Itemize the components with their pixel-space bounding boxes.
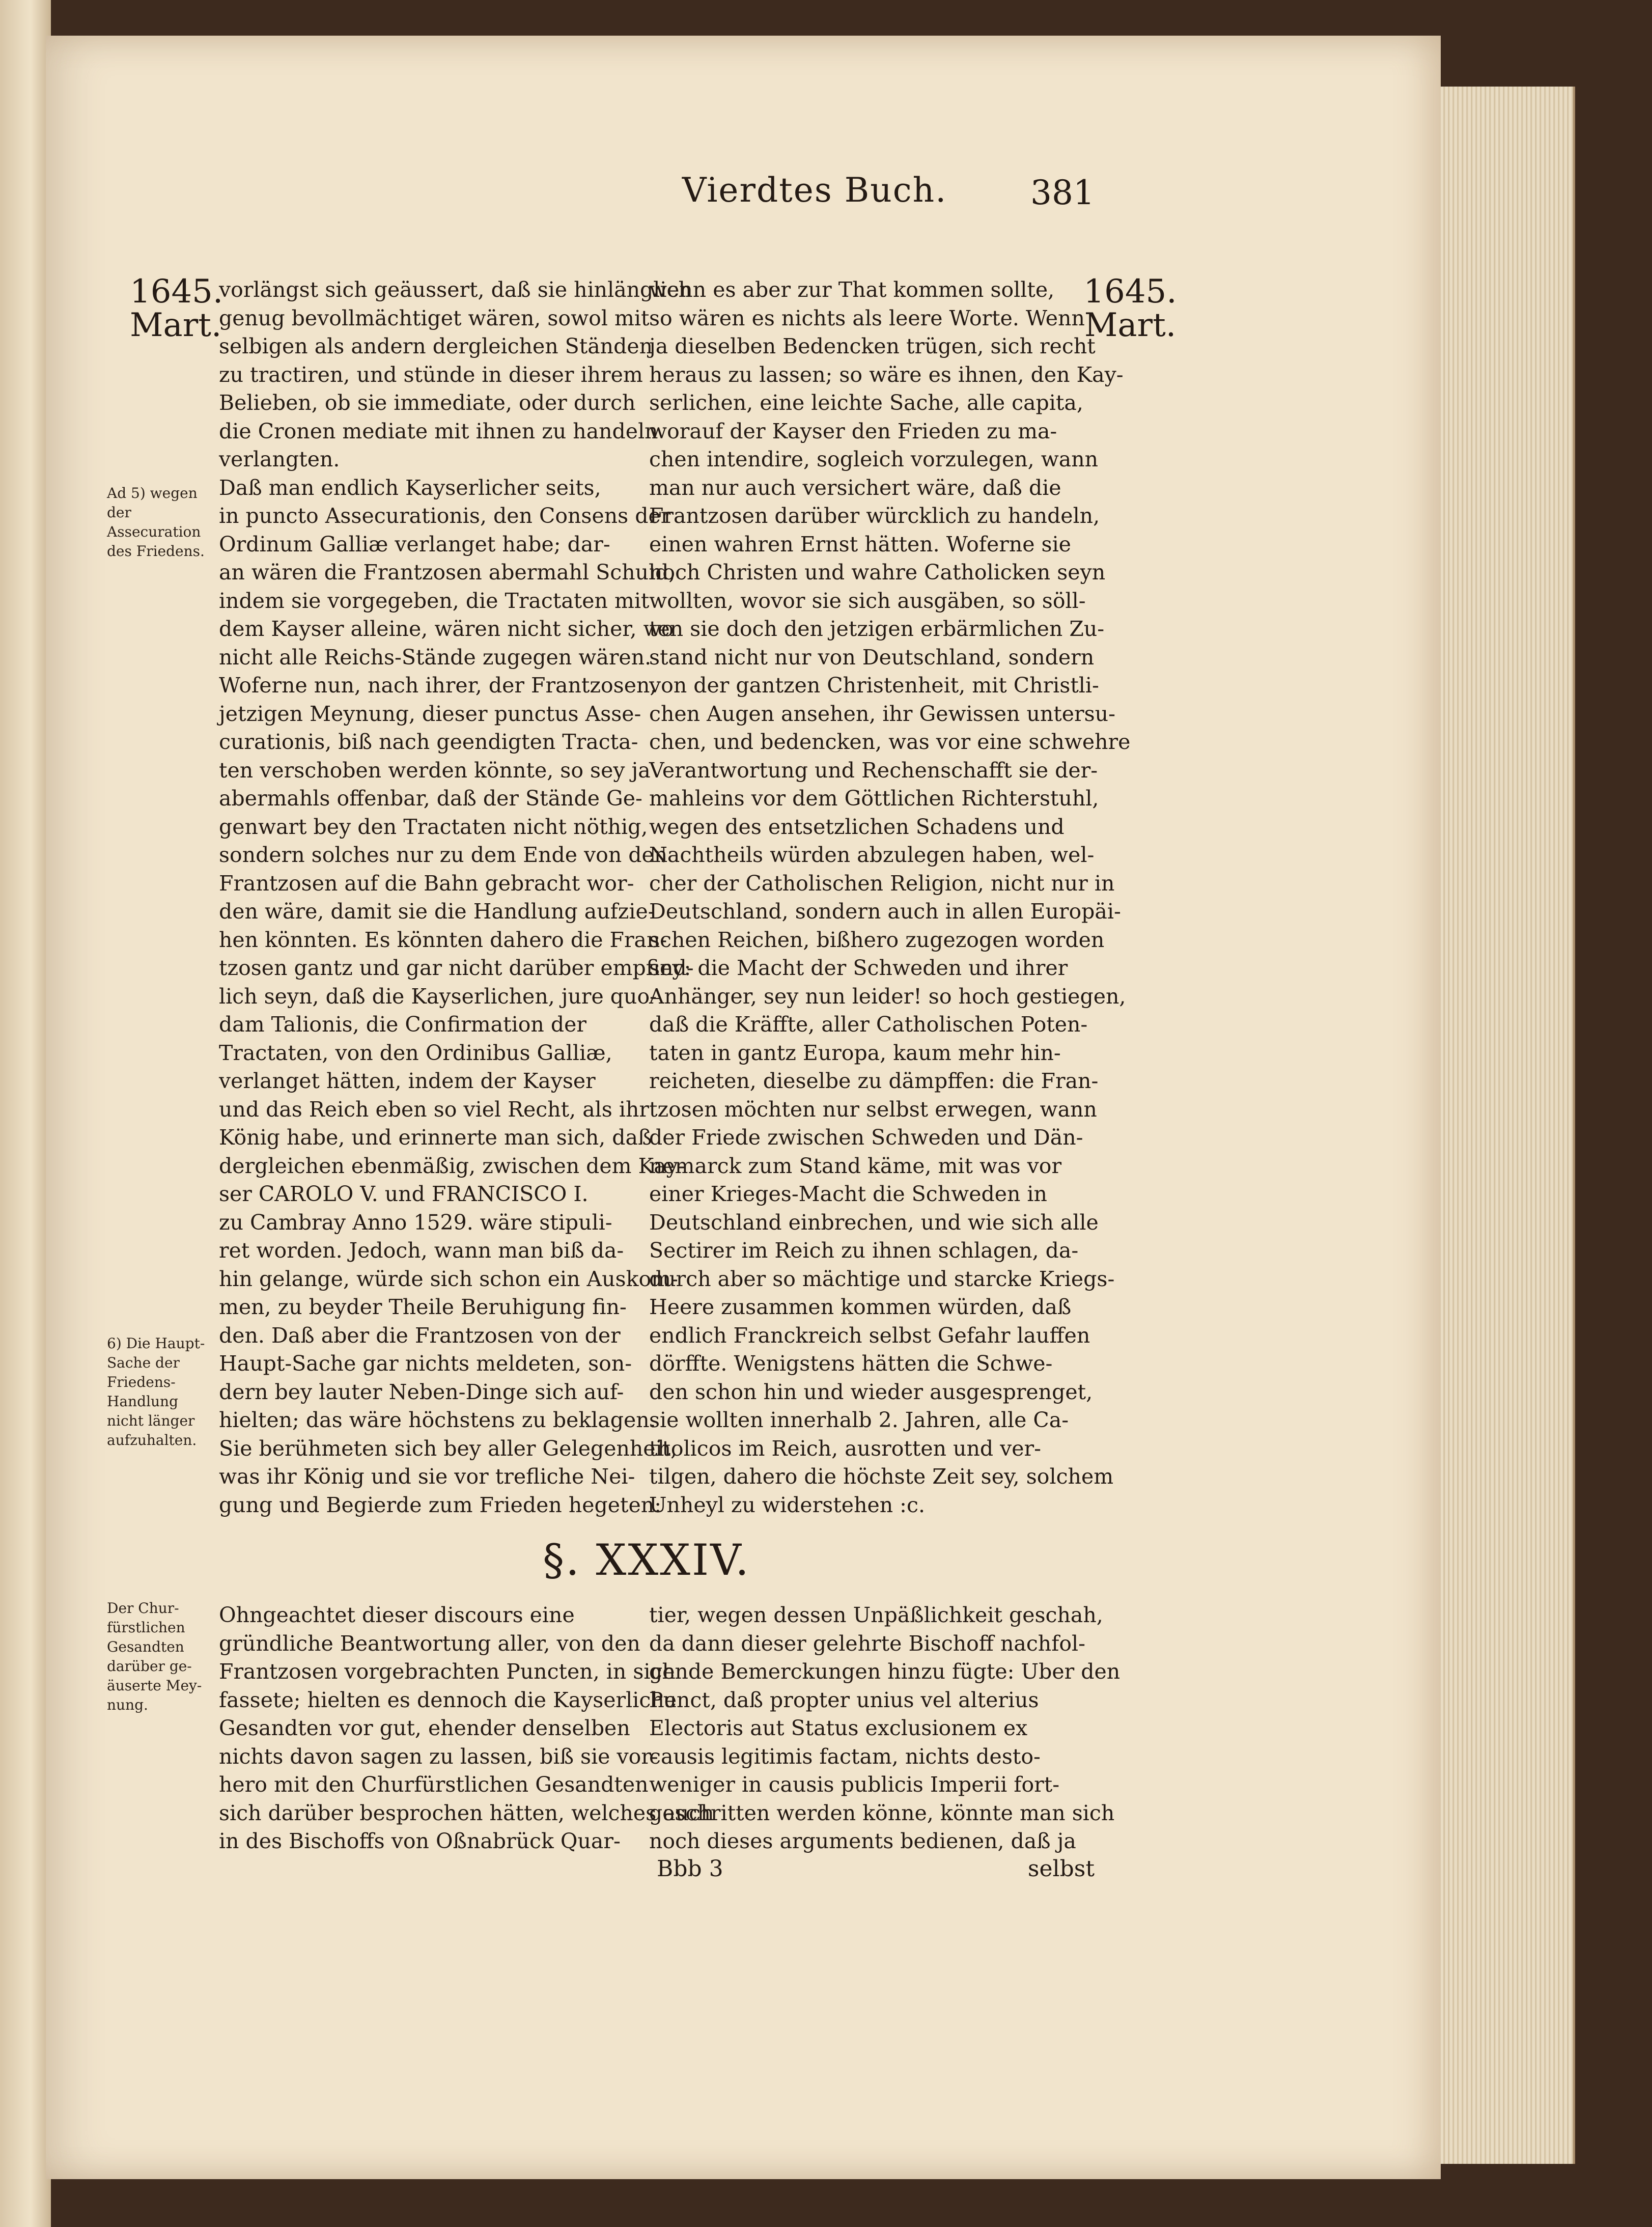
text-line: tilgen, dahero die höchste Zeit sey, solchem	[649, 1464, 1114, 1489]
text-line: Gesandten vor gut, ehender denselben	[219, 1716, 630, 1740]
text-line: chen intendire, sogleich vorzulegen, wann	[649, 447, 1099, 471]
text-line: König habe, und erinnerte man sich, daß	[219, 1125, 652, 1150]
year-left: 1645.	[130, 273, 223, 311]
text-line: gung und Begierde zum Frieden hegeten:	[219, 1492, 662, 1517]
text-line: nicht alle Reichs-Stände zugegen wären.	[219, 645, 652, 670]
text-line: nemarck zum Stand käme, mit was vor	[649, 1153, 1062, 1178]
text-line: causis legitimis factam, nichts desto-	[649, 1744, 1041, 1769]
text-line: heraus zu lassen; so wäre es ihnen, den Kay-	[649, 362, 1124, 387]
text-line: Unheyl zu widerstehen :c.	[649, 1492, 925, 1517]
text-line: den schon hin und wieder ausgesprenget,	[649, 1379, 1093, 1404]
text-line: tier, wegen dessen Unpäßlichkeit geschah,	[649, 1603, 1103, 1627]
page-block-edges	[1441, 87, 1575, 2164]
text-line: man nur auch versichert wäre, daß die	[649, 475, 1061, 500]
text-line: stand nicht nur von Deutschland, sondern	[649, 645, 1095, 670]
text-line: dam Talionis, die Confirmation der	[219, 1012, 586, 1037]
text-line: endlich Franckreich selbst Gefahr lauffen	[649, 1323, 1090, 1348]
text-line: cher der Catholischen Religion, nicht nur in	[649, 871, 1115, 896]
facing-page-edge	[0, 0, 51, 2227]
text-line: wenn es aber zur That kommen sollte,	[649, 277, 1055, 302]
catchword-line	[657, 1856, 1095, 1886]
catchword: selbst	[1027, 1856, 1095, 1882]
text-line: lich seyn, daß die Kayserlichen, jure quo-	[219, 984, 657, 1009]
text-line: jetzigen Meynung, dieser punctus Asse-	[219, 701, 641, 726]
text-line: reicheten, dieselbe zu dämpffen: die Fran-	[649, 1069, 1099, 1093]
text-line: fassete; hielten es dennoch die Kayserliche	[219, 1687, 677, 1712]
text-line: noch dieses arguments bedienen, daß ja	[649, 1829, 1076, 1853]
text-line: indem sie vorgegeben, die Tractaten mit	[219, 588, 650, 613]
text-line: was ihr König und sie vor trefliche Nei-	[219, 1464, 635, 1489]
text-line: Sie berühmeten sich bey aller Gelegenheit,	[219, 1436, 678, 1461]
text-line: wollten, wovor sie sich ausgäben, so söll-	[649, 588, 1086, 613]
text-line: sich darüber besprochen hätten, welches auch	[219, 1800, 714, 1825]
text-line: serlichen, eine leichte Sache, alle capita,	[649, 391, 1083, 415]
text-line: Ohngeachtet dieser discours eine	[219, 1603, 575, 1627]
section-heading: §. XXXIV.	[543, 1535, 750, 1585]
text-line: Ordinum Galliæ verlanget habe; dar-	[219, 532, 610, 556]
signature-mark: Bbb 3	[657, 1856, 723, 1882]
text-line: ten sie doch den jetzigen erbärmlichen Zu-	[649, 617, 1105, 641]
text-line: men, zu beyder Theile Beruhigung fin-	[219, 1295, 627, 1319]
text-line: an wären die Frantzosen abermahl Schuld,	[219, 560, 676, 584]
text-line: Verantwortung und Rechenschafft sie der-	[649, 758, 1098, 783]
text-line: von der gantzen Christenheit, mit Christli-	[649, 673, 1099, 698]
running-head: Vierdtes Buch.	[682, 171, 947, 210]
year-right: 1645.	[1083, 273, 1177, 311]
text-column-left-top	[219, 276, 694, 1519]
text-line: in des Bischoffs von Oßnabrück Quar-	[219, 1829, 621, 1853]
text-line: noch Christen und wahre Catholicken seyn	[649, 560, 1106, 584]
text-line: vorlängst sich geäussert, daß sie hinlänglich	[219, 277, 692, 302]
text-line: genug bevollmächtiget wären, sowol mit	[219, 305, 650, 330]
text-line: tzosen möchten nur selbst erwegen, wann	[649, 1097, 1097, 1122]
text-line: hin gelange, würde sich schon ein Auskom-	[219, 1266, 678, 1291]
text-line: gende Bemerckungen hinzu fügte: Uber den	[649, 1659, 1121, 1684]
text-line: worauf der Kayser den Frieden zu ma-	[649, 419, 1057, 443]
text-column-right-bottom	[649, 1601, 1121, 1856]
text-line: und das Reich eben so viel Recht, als ihr	[219, 1097, 649, 1122]
text-line: ret worden. Jedoch, wann man biß da-	[219, 1238, 624, 1263]
text-line: dergleichen ebenmäßig, zwischen dem Kay-	[219, 1153, 685, 1178]
text-line: Sectirer im Reich zu ihnen schlagen, da-	[649, 1238, 1079, 1263]
text-line: ser CAROLO V. und FRANCISCO I.	[219, 1182, 589, 1206]
text-line: so wären es nichts als leere Worte. Wenn	[649, 305, 1085, 330]
text-line: schen Reichen, bißhero zugezogen worden	[649, 927, 1105, 952]
text-line: zu Cambray Anno 1529. wäre stipuli-	[219, 1210, 612, 1235]
text-line: Haupt-Sache gar nichts meldeten, son-	[219, 1351, 632, 1376]
text-line: chen, und bedencken, was vor eine schwehre	[649, 730, 1131, 754]
text-line: in puncto Assecurationis, den Consens der	[219, 504, 671, 528]
text-line: Daß man endlich Kayserlicher seits,	[219, 475, 601, 500]
text-line: tzosen gantz und gar nicht darüber empfind-	[219, 956, 694, 980]
text-line: genwart bey den Tractaten nicht nöthig,	[219, 814, 648, 839]
text-line: Deutschland, sondern auch in allen Europäi-	[649, 899, 1121, 924]
date-marginal-right	[1079, 275, 1181, 342]
text-line: Punct, daß propter unius vel alterius	[649, 1687, 1039, 1712]
text-line: die Cronen mediate mit ihnen zu handeln	[219, 419, 658, 443]
text-line: hen könnten. Es könnten dahero die Fran-	[219, 927, 667, 952]
text-line: sey: die Macht der Schweden und ihrer	[649, 956, 1068, 980]
text-line: Woferne nun, nach ihrer, der Frantzosen,	[219, 673, 657, 698]
text-line: dörffte. Wenigstens hätten die Schwe-	[649, 1351, 1053, 1376]
text-line: sie wollten innerhalb 2. Jahren, alle Ca-	[649, 1408, 1069, 1432]
text-line: Nachtheils würden abzulegen haben, wel-	[649, 843, 1095, 867]
text-line: Deutschland einbrechen, und wie sich alle	[649, 1210, 1099, 1235]
text-column-left-bottom	[219, 1601, 714, 1856]
text-line: ja dieselben Bedencken trügen, sich recht	[649, 334, 1096, 358]
text-line: selbigen als andern dergleichen Ständen	[219, 334, 653, 358]
text-line: daß die Kräffte, aller Catholischen Poten-	[649, 1012, 1088, 1037]
text-line: gründliche Beantwortung aller, von den	[219, 1631, 640, 1656]
text-line: verlangten.	[219, 447, 340, 471]
text-line: dern bey lauter Neben-Dinge sich auf-	[219, 1379, 624, 1404]
text-line: Anhänger, sey nun leider! so hoch gestiegen,	[649, 984, 1126, 1009]
text-line: Tractaten, von den Ordinibus Galliæ,	[219, 1040, 612, 1065]
text-line: einen wahren Ernst hätten. Woferne sie	[649, 532, 1071, 556]
text-line: taten in gantz Europa, kaum mehr hin-	[649, 1040, 1061, 1065]
text-line: abermahls offenbar, daß der Stände Ge-	[219, 786, 642, 811]
text-line: dem Kayser alleine, wären nicht sicher, wo	[219, 617, 674, 641]
text-line: hero mit den Churfürstlichen Gesandten	[219, 1772, 649, 1797]
text-line: der Friede zwischen Schweden und Dän-	[649, 1125, 1083, 1150]
text-line: chen Augen ansehen, ihr Gewissen untersu-	[649, 701, 1115, 726]
text-line: hielten; das wäre höchstens zu beklagen.	[219, 1408, 656, 1432]
text-line: Belieben, ob sie immediate, oder durch	[219, 391, 636, 415]
text-line: Frantzosen auf die Bahn gebracht wor-	[219, 871, 634, 896]
text-line: wegen des entsetzlichen Schadens und	[649, 814, 1065, 839]
text-line: den wäre, damit sie die Handlung aufzie-	[219, 899, 655, 924]
month-left: Mart.	[130, 307, 222, 344]
text-line: sondern solches nur zu dem Ende von den	[219, 843, 668, 867]
text-line: Frantzosen vorgebrachten Puncten, in sich	[219, 1659, 676, 1684]
text-line: ten verschoben werden könnte, so sey ja	[219, 758, 651, 783]
margin-note-haupt-sache: 6) Die Haupt-Sache der Friedens-Handlung nicht länger aufzuhalten.	[107, 1335, 205, 1449]
text-line: den. Daß aber die Frantzosen von der	[219, 1323, 621, 1348]
text-line: geschritten werden könne, könnte man sich	[649, 1800, 1115, 1825]
margin-note-churfuerstliche: Der Chur-fürstlichen Gesandten darüber ge-äuserte Mey-nung.	[107, 1600, 202, 1713]
text-line: Electoris aut Status exclusionem ex	[649, 1716, 1028, 1740]
text-line: Frantzosen darüber würcklich zu handeln,	[649, 504, 1100, 528]
margin-note-assecuration: Ad 5) wegen der Assecuration des Friedens.	[107, 485, 205, 560]
text-line: einer Krieges-Macht die Schweden in	[649, 1182, 1047, 1206]
text-line: mahleins vor dem Göttlichen Richterstuhl,	[649, 786, 1099, 811]
text-line: da dann dieser gelehrte Bischoff nachfol-	[649, 1631, 1086, 1656]
text-line: Heere zusammen kommen würden, daß	[649, 1295, 1072, 1319]
text-line: verlanget hätten, indem der Kayser	[219, 1069, 596, 1093]
text-line: curationis, biß nach geendigten Tracta-	[219, 730, 638, 754]
date-marginal-left	[130, 273, 223, 344]
text-line: durch aber so mächtige und starcke Kriegs-	[649, 1266, 1115, 1291]
text-line: zu tractiren, und stünde in dieser ihrem	[219, 362, 643, 387]
page-number: 381	[1030, 173, 1095, 212]
text-line: weniger in causis publicis Imperii fort-	[649, 1772, 1060, 1797]
text-line: tholicos im Reich, ausrotten und ver-	[649, 1436, 1042, 1461]
text-line: nichts davon sagen zu lassen, biß sie vor-	[219, 1744, 658, 1769]
month-right: Mart.	[1084, 307, 1177, 344]
